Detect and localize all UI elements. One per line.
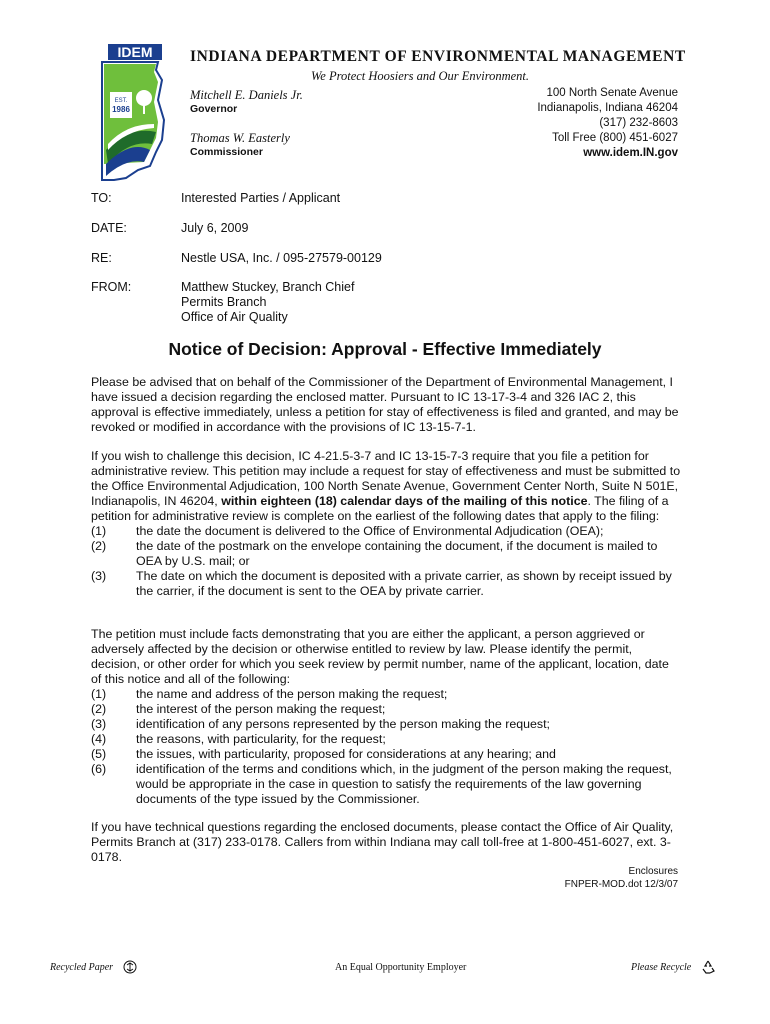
form-id: FNPER-MOD.dot 12/3/07 [564,879,678,890]
list-text: the date of the postmark on the envelope containing the document, if the document is mailed to OEA by U.S. mail; or [136,539,658,568]
logo-text: IDEM [117,44,153,60]
paragraph-text-end: . The filing of a petition for administrative review is complete on the earliest of the following dates that apply to the filing: [91,494,669,523]
from-line: Matthew Stuckey, Branch Chief [181,280,355,294]
date-value: July 6, 2009 [181,221,249,235]
notice-paragraph-2 [91,449,681,599]
paragraph-text [91,449,681,524]
paragraph-text: Please be advised that on behalf of the Commissioner of the Department of Environmental Management, I have issued a decision regarding the enclosed matter. Pursuant to IC 13-17-3-4 and 326 IAC 2, this approval is effective immediately, unless a petition for stay of effectiveness is filed and granted, and may be revoked or modified in accordance with the provisions of IC 13-15-7-1. [91,375,679,434]
re-value: Nestle USA, Inc. / 095-27579-00129 [181,251,382,265]
list-text: The date on which the document is deposited with a private carrier, as shown by receipt issued by the carrier, if the document is sent to the OEA by private carrier. [136,569,672,598]
paragraph-text: If you have technical questions regarding the enclosed documents, please contact the Office of Air Quality, Permits Branch at (317) 233-0178. Callers from within Indiana may call toll-free at 1-800-451-6027, ext. 3-0178. [91,820,674,864]
re-label: RE: [91,251,112,265]
logo-year: 1986 [112,105,130,114]
date-label: DATE: [91,221,127,235]
list-text: the date the document is delivered to the Office of Environmental Adjudication (OEA); [136,524,604,538]
footer-please-recycle: Please Recycle [631,962,692,973]
governor-title: Governor [190,103,238,115]
paragraph-text: The petition must include facts demonstrating that you are either the applicant, a person aggrieved or adversely affected by the decision or otherwise entitled to review by law. Please identify the permit, decision, or other order for which you seek review by permit number, name of the applicant, location, date of this notice and all of the following: [91,627,669,686]
list-item [91,569,681,599]
commissioner-title: Commissioner [190,146,263,158]
website-link[interactable]: www.idem.IN.gov [583,147,678,159]
from-line: Permits Branch [181,295,267,309]
list-number: (3) [91,569,107,583]
governor-name: Mitchell E. Daniels Jr. [190,88,303,102]
agency-address [537,86,678,161]
deadline-text: within eighteen (18) calendar days of the mailing of this notice [221,494,588,508]
from-line: Office of Air Quality [181,310,288,324]
list-number: (4) [91,732,107,746]
address-line: Indianapolis, Indiana 46204 [537,102,678,114]
indiana-state-logo-icon [92,40,176,186]
notice-paragraph-4 [91,820,681,865]
list-text: the issues, with particularity, proposed for considerations at any hearing; and [136,747,556,761]
list-number: (1) [91,524,107,538]
to-value: Interested Parties / Applicant [181,191,341,205]
footer-recycled-paper: Recycled Paper [50,962,114,973]
paragraph-text-start: If you wish to challenge this decision, IC 4-21.5-3-7 and IC 13-15-7-3 require that you file a petition for administrative review. This petition may include a request for stay of effectiveness and must be submitted to the Office Environmental Adjudication, 100 North Senate Avenue, Government Center North, Suite N 501E, Indianapolis, IN 46204, [91,449,681,508]
logo-est: EST. [114,98,128,104]
footer-equal-opportunity: An Equal Opportunity Employer [335,962,467,973]
list-item [91,524,681,539]
recycled-paper-icon [123,960,137,979]
notice-paragraph-1 [91,375,681,435]
agency-motto: We Protect Hoosiers and Our Environment. [311,69,530,83]
notice-title: Notice of Decision: Approval - Effective Immediately [168,339,602,359]
notice-paragraph-3 [91,627,681,807]
recycle-symbol-icon [700,959,716,980]
from-label: FROM: [91,280,132,294]
commissioner-name: Thomas W. Easterly [190,131,290,145]
toll-free-line: Toll Free (800) 451-6027 [552,132,678,144]
list-number: (2) [91,702,107,716]
list-item [91,687,681,702]
from-value [181,280,354,325]
address-line: 100 North Senate Avenue [546,87,678,99]
list-item [91,762,681,807]
list-text: the interest of the person making the request; [136,702,386,716]
list-number: (2) [91,539,107,553]
phone-line: (317) 232-8603 [599,117,678,129]
idem-logo [92,40,176,186]
list-text: the reasons, with particularity, for the request; [136,732,386,746]
agency-name: INDIANA DEPARTMENT OF ENVIRONMENTAL MANAGEMENT [190,48,686,65]
list-item [91,717,681,732]
list-number: (3) [91,717,107,731]
list-item [91,732,681,747]
list-item [91,702,681,717]
list-number: (5) [91,747,107,761]
list-item [91,539,681,569]
enclosures-label: Enclosures [628,866,678,877]
list-text: identification of the terms and conditions which, in the judgment of the person making the request, would be appropriate in the case in question to satisfy the requirements of the law governing documents of the type issued by the Commissioner. [136,762,672,806]
list-number: (1) [91,687,107,701]
list-text: identification of any persons represented by the person making the request; [136,717,550,731]
list-number: (6) [91,762,107,776]
list-text: the name and address of the person making the request; [136,687,448,701]
enclosures-block [565,865,678,891]
to-label: TO: [91,191,112,205]
list-item [91,747,681,762]
